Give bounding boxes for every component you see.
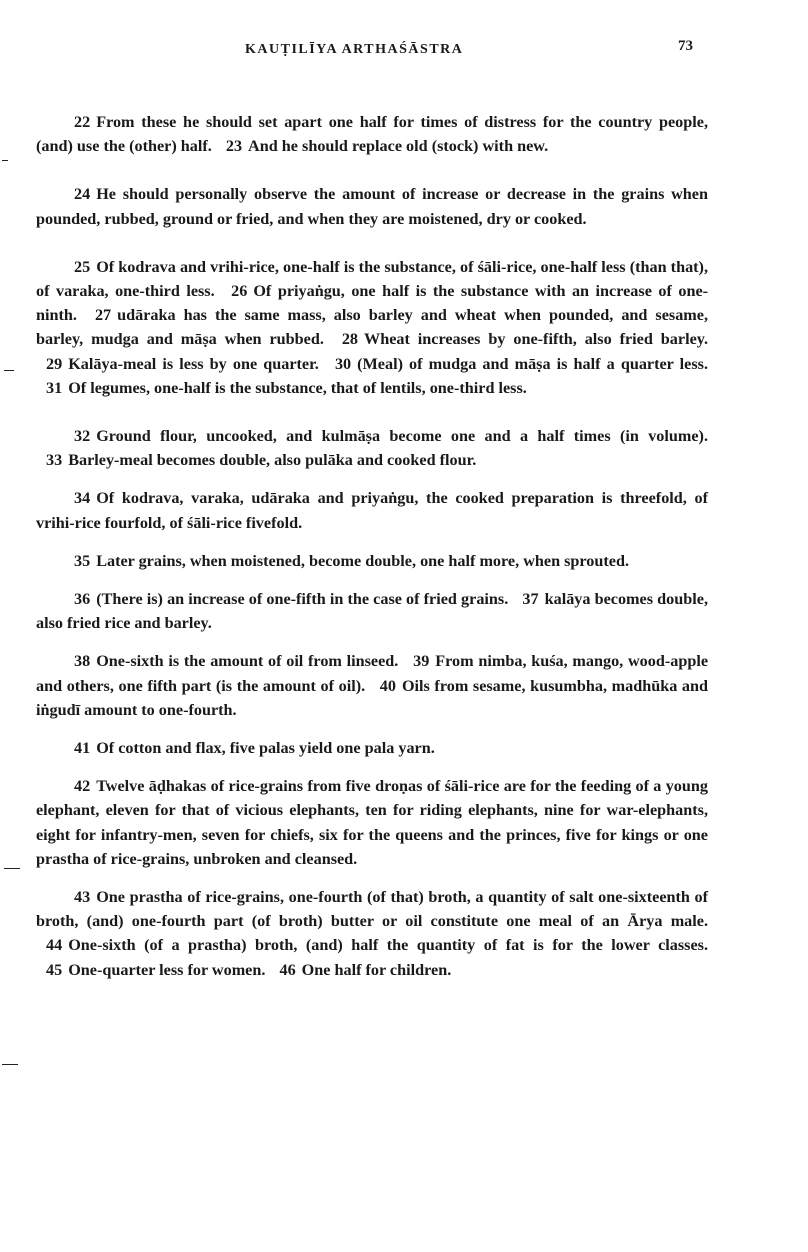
sutra-number: 38 (74, 652, 91, 671)
sutra-number: 34 (74, 489, 91, 508)
paragraph-25 (36, 255, 708, 400)
sutra-text: Ground flour, uncooked, and kulmāṣa become one and a half times (in volume). (96, 427, 708, 446)
sutra-text: One-quarter less for women. (68, 960, 266, 979)
paragraph-22 (36, 110, 708, 158)
sutra-text: One prastha of rice-grains, one-fourth (of that) broth, a quantity of salt one-sixteenth of broth, (and) one-fourth part (of broth) butter or oil constitute one meal of an Ārya male. (36, 888, 708, 931)
body-text (36, 110, 708, 982)
sutra-text: Kalāya-meal is less by one quarter. (68, 354, 319, 373)
sutra-number: 43 (74, 888, 91, 907)
sutra-number: 44 (46, 936, 63, 955)
sutra-text: Of kodrava, varaka, udāraka and priyaṅgu, the cooked preparation is threefold, of vrihi-rice fourfold, of śāli-rice fivefold. (36, 489, 708, 532)
sutra-number: 41 (74, 739, 91, 758)
paragraph-42 (36, 774, 708, 871)
page-number: 73 (678, 38, 693, 54)
sutra-number: 23 (225, 137, 243, 156)
sutra-text: One half for children. (301, 960, 452, 979)
sutra-number: 25 (74, 257, 91, 276)
paragraph-32 (36, 424, 708, 472)
sutra-number: 22 (74, 113, 91, 131)
sutra-number: 37 (522, 590, 539, 609)
paragraph-34 (36, 486, 708, 534)
sutra-number: 30 (334, 354, 352, 373)
sutra-text: One-sixth is the amount of oil from linseed. (96, 652, 399, 671)
sutra-text: One-sixth (of a prastha) broth, (and) half the quantity of fat is for the lower classes. (68, 936, 708, 955)
sutra-text: (There is) an increase of one-fifth in the case of fried grains. (96, 590, 509, 609)
paragraph-41 (36, 736, 708, 760)
running-title: KAUṬILĪYA ARTHAŚĀSTRA (245, 42, 464, 57)
sutra-number: 40 (379, 676, 396, 695)
sutra-number: 29 (46, 354, 63, 373)
paragraph-24 (36, 182, 708, 230)
sutra-number: 33 (46, 451, 63, 470)
sutra-text: udāraka has the same mass, also barley and wheat when pounded, and sesame, barley, mudga and māṣa when rubbed. (36, 306, 709, 349)
sutra-text: From nimba, kuśa, mango, wood-apple and others, one fifth part (is the amount of oil). (36, 652, 709, 695)
paragraph-38 (36, 649, 708, 722)
sutra-text: (Meal) of mudga and māṣa is half a quarter less. (357, 354, 708, 373)
sutra-text: He should personally observe the amount of increase or decrease in the grains when pounded, rubbed, ground or fried, and when they are moistened, dry or cooked. (36, 185, 708, 228)
sutra-number: 27 (94, 306, 112, 325)
sutra-number: 36 (74, 590, 91, 609)
paragraph-43 (36, 885, 708, 982)
margin-mark (2, 160, 8, 161)
sutra-number: 31 (46, 378, 63, 397)
sutra-text: And he should replace old (stock) with new. (248, 137, 549, 156)
sutra-number: 26 (231, 282, 248, 301)
sutra-text: Of legumes, one-half is the substance, that of lentils, one-third less. (68, 378, 527, 397)
sutra-text: Wheat increases by one-fifth, also fried barley. (364, 330, 709, 349)
sutra-text: Oils from sesame, kusumbha, madhūka and iṅgudī amount to one-fourth. (36, 676, 709, 719)
sutra-text: Twelve āḍhakas of rice-grains from five droṇas of śāli-rice are for the feeding of a young elephant, eleven for that of vicious elephants, ten for riding elephants, nine for war-elephants, eight for infantry-men, seven for chiefs, six for the queens and the princes, five for kings or one prastha of rice-grains, unbroken and cleansed. (36, 777, 708, 868)
sutra-number: 39 (413, 652, 430, 671)
sutra-text: Of kodrava and vrihi-rice, one-half is the substance, of śāli-rice, one-half less (than that), of varaka, one-third less. (36, 257, 708, 301)
sutra-text: kalāya becomes double, also fried rice and barley. (36, 590, 708, 633)
paragraph-36 (36, 587, 708, 635)
sutra-number: 35 (74, 551, 91, 570)
sutra-number: 42 (74, 777, 91, 796)
margin-mark (2, 1064, 18, 1065)
sutra-number: 32 (74, 427, 91, 446)
sutra-text: Barley-meal becomes double, also pulāka and cooked flour. (68, 451, 477, 470)
margin-mark (4, 370, 14, 371)
margin-mark (4, 868, 20, 869)
sutra-number: 45 (46, 960, 63, 979)
sutra-number: 46 (279, 960, 296, 979)
sutra-number: 24 (74, 185, 91, 204)
sutra-text: Later grains, when moistened, become double, one half more, when sprouted. (96, 551, 630, 570)
paragraph-35 (36, 549, 708, 573)
sutra-text: Of cotton and flax, five palas yield one pala yarn. (96, 739, 435, 758)
sutra-number: 28 (341, 330, 359, 349)
sutra-text: Of priyaṅgu, one half is the substance with an increase of one-ninth. (36, 282, 709, 325)
sutra-text: From these he should set apart one half for times of distress for the country people, (and) use the (other) half. (36, 113, 708, 156)
